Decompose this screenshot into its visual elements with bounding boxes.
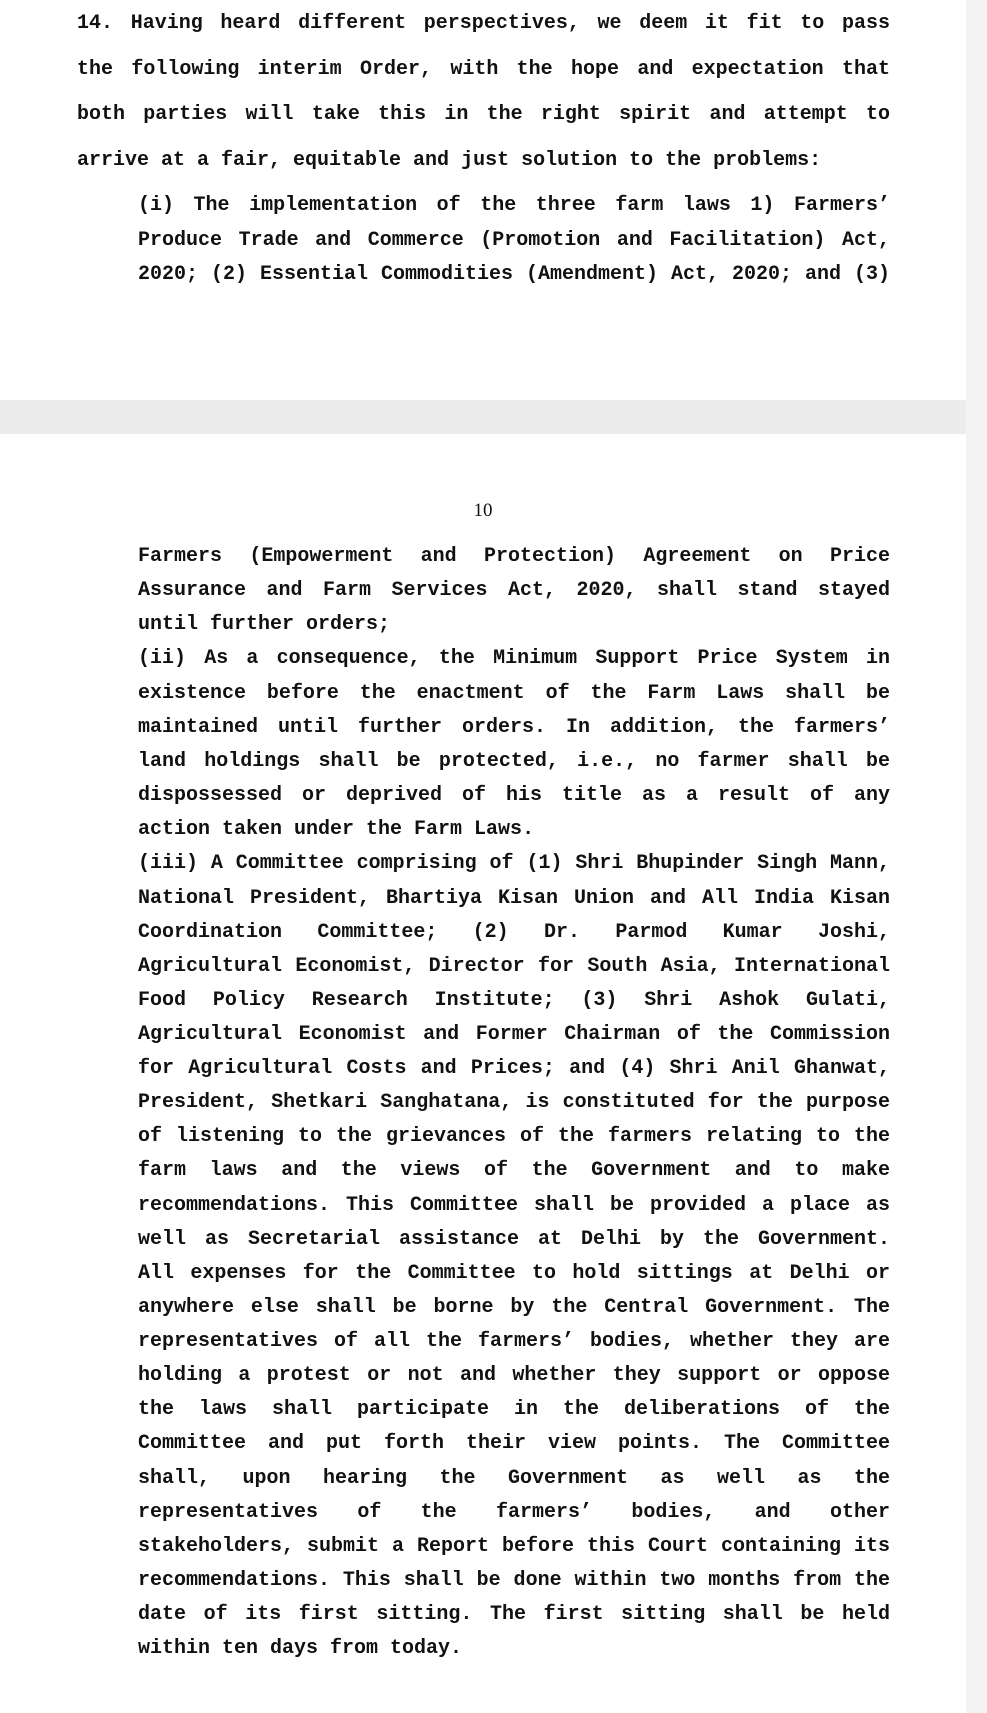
body-line: existence before the enactment of the Farm Laws shall be (138, 682, 890, 705)
body-line: Food Policy Research Institute; (3) Shri Ashok Gulati, (138, 989, 890, 1012)
body-line: anywhere else shall be borne by the Central Government. The (138, 1296, 890, 1319)
body-line: recommendations. This Committee shall be provided a place as (138, 1194, 890, 1217)
body-line: Committee and put forth their view points. The Committee (138, 1432, 890, 1455)
body-line: National President, Bhartiya Kisan Union and All India Kisan (138, 887, 890, 910)
para14-line: 14. Having heard different perspectives, we deem it fit to pass (77, 12, 890, 35)
item-i-line: 2020; (2) Essential Commodities (Amendment) Act, 2020; and (3) (138, 263, 890, 286)
body-line: President, Shetkari Sanghatana, is constituted for the purpose (138, 1091, 890, 1114)
body-line: shall, upon hearing the Government as well as the (138, 1467, 890, 1490)
body-line: recommendations. This shall be done within two months from the (138, 1569, 890, 1592)
page-number: 10 (473, 500, 493, 521)
body-line: well as Secretarial assistance at Delhi by the Government. (138, 1228, 890, 1251)
para14-line: the following interim Order, with the hope and expectation that (77, 58, 890, 81)
body-line: Farmers (Empowerment and Protection) Agreement on Price (138, 545, 890, 568)
item-i-line: Produce Trade and Commerce (Promotion and Facilitation) Act, (138, 229, 890, 252)
body-line: dispossessed or deprived of his title as a result of any (138, 784, 890, 807)
item-i-line: (i) The implementation of the three farm laws 1) Farmers’ (138, 194, 890, 217)
body-line: for Agricultural Costs and Prices; and (4) Shri Anil Ghanwat, (138, 1057, 890, 1080)
body-line: date of its first sitting. The first sitting shall be held (138, 1603, 890, 1626)
body-line: the laws shall participate in the deliberations of the (138, 1398, 890, 1421)
body-line: action taken under the Farm Laws. (138, 818, 535, 841)
body-line: until further orders; (138, 613, 391, 636)
body-line: of listening to the grievances of the farmers relating to the (138, 1125, 890, 1148)
body-line: Agricultural Economist and Former Chairman of the Commission (138, 1023, 890, 1046)
para14-line: arrive at a fair, equitable and just solution to the problems: (77, 149, 822, 172)
body-line: All expenses for the Committee to hold sittings at Delhi or (138, 1262, 890, 1285)
body-line: land holdings shall be protected, i.e., no farmer shall be (138, 750, 890, 773)
body-line: representatives of the farmers’ bodies, and other (138, 1501, 890, 1524)
para14-line: both parties will take this in the right spirit and attempt to (77, 103, 890, 126)
page-gap (0, 400, 966, 434)
body-line: representatives of all the farmers’ bodies, whether they are (138, 1330, 890, 1353)
body-line: Coordination Committee; (2) Dr. Parmod Kumar Joshi, (138, 921, 890, 944)
body-line: (iii) A Committee comprising of (1) Shri Bhupinder Singh Mann, (138, 852, 890, 875)
body-line: holding a protest or not and whether they support or oppose (138, 1364, 890, 1387)
body-line: within ten days from today. (138, 1637, 463, 1660)
body-line: farm laws and the views of the Government and to make (138, 1159, 890, 1182)
scrollbar-track[interactable] (966, 0, 987, 1713)
body-line: Assurance and Farm Services Act, 2020, shall stand stayed (138, 579, 890, 602)
body-line: Agricultural Economist, Director for South Asia, International (138, 955, 890, 978)
body-line: maintained until further orders. In addition, the farmers’ (138, 716, 890, 739)
body-line: stakeholders, submit a Report before this Court containing its (138, 1535, 890, 1558)
body-line: (ii) As a consequence, the Minimum Support Price System in (138, 647, 890, 670)
